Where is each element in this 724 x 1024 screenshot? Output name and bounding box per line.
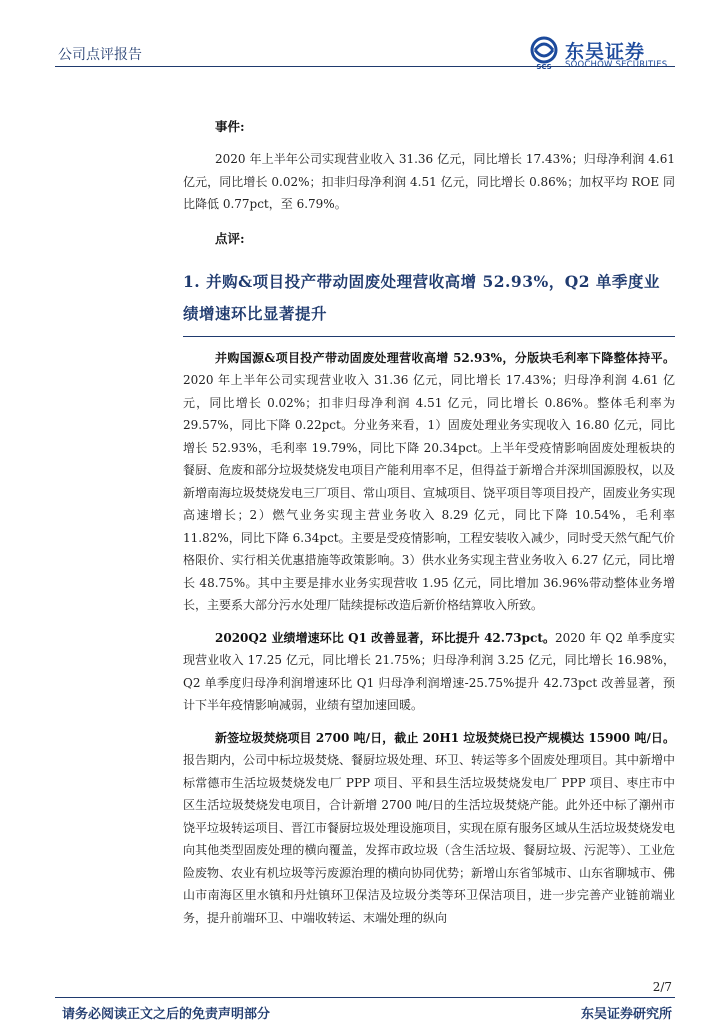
logo-chinese-name: 东吴证券: [565, 41, 646, 63]
paragraph-q2-body: 2020 年 Q2 单季度实现营业收入 17.25 亿元，同比增长 21.75%；归母净利润 3.25 亿元，同比增长 16.98%，Q2 单季度归母净利润增速环比 Q1 归母净利润增速-25.75%提升 42.73pct 改善显著，预计下半年疫情影响减弱，业绩有望加速回暖。: [183, 630, 675, 712]
event-label: 事件:: [215, 119, 245, 134]
comment-label: 点评:: [215, 230, 245, 246]
soochow-logo: [527, 36, 677, 74]
footer-divider: [55, 997, 675, 998]
paragraph-q2-lead: 2020Q2 业绩增速环比 Q1 改善显著，环比提升 42.73pct。: [215, 630, 556, 645]
paragraph-merger-lead: 并购国源&项目投产带动固废处理营收高增 52.93%，分版块毛利率下降整体持平。: [215, 350, 675, 365]
report-type-label: 公司点评报告: [58, 47, 142, 63]
page-number: 2/7: [652, 980, 672, 994]
paragraph-incineration-lead: 新签垃圾焚烧项目 2700 吨/日，截止 20H1 垃圾焚烧已投产规模达 15900 吨/日。: [215, 730, 675, 745]
paragraph-incineration-body: 报告期内，公司中标垃圾焚烧、餐厨垃圾处理、环卫、转运等多个固废处理项目。其中新增中标常德市生活垃圾焚烧发电厂 PPP 项目、平和县生活垃圾焚烧发电厂 PPP 项目、枣庄市中区生活垃圾焚烧发电项目，合计新增 2700 吨/日的生活垃圾焚烧产能。此外还中标了潮州市饶平垃圾转运项目、晋江市餐厨垃圾处理设施项目，实现在原有服务区域从生活垃圾焚烧发电向其他类型固废处理的横向覆盖，发挥市政垃圾（含生活垃圾、餐厨垃圾、污泥等）、工业危险废物、农业有机垃圾等污废源治理的横向协同优势；新增山东省邹城市、山东省聊城市、佛山市南海区里水镇和丹灶镇环卫保洁及垃圾分类等环卫保洁项目，进一步完善产业链前端业务，提升前端环卫、中端收转运、末端处理的纵向: [183, 753, 676, 925]
disclaimer-notice: 请务必阅读正文之后的免责声明部分: [62, 1007, 271, 1022]
event-paragraph: [183, 148, 675, 216]
research-institute: 东吴证券研究所: [580, 1007, 672, 1022]
paragraph-merger: [183, 347, 675, 617]
paragraph-incineration: [183, 727, 675, 930]
logo-mark-text: SCS: [536, 63, 552, 70]
event-text: 2020 年上半年公司实现营业收入 31.36 亿元，同比增长 17.43%；归母净利润 4.61 亿元，同比增长 0.02%；扣非归母净利润 4.51 亿元，同比增长 0.86%；加权平均 ROE 同比降低 0.77pct，至 6.79%。: [183, 152, 675, 211]
soochow-logo-icon: [527, 36, 561, 70]
paragraph-q2: [183, 627, 675, 717]
section-1-divider: [183, 336, 675, 337]
header-divider: [55, 66, 675, 67]
paragraph-merger-body: 2020 年上半年公司实现营业收入 31.36 亿元，同比增长 17.43%；归母净利润 4.61 亿元，同比增长 0.02%；扣非归母净利润 4.51 亿元，同比增长 0.86%。整体毛利率为 29.57%，同比下降 0.22pct。分业务来看，1）固废处理业务实现收入 16.80 亿元，同比增长 52.93%，毛利率 19.79%，同比下降 20.34pct。上半年受疫情影响固废处理板块的餐厨、危废和部分垃圾焚烧发电项目产能利用率不足，但得益于新增合并深圳国源股权，以及新增南海垃圾焚烧发电三厂项目、常山项目、宣城项目、饶平项目等项目投产，固废业务实现高速增长；2）燃气业务实现主营业务收入 8.29 亿元，同比下降 10.54%，毛利率 11.82%，同比下降 6.34pct。主要是受疫情影响，工程安装收入减少，同时受天然气配气价格限价、实行相关优惠措施等政策影响。3）供水业务实现主营业务收入 6.27 亿元，同比增长 48.75%。其中主要是排水业务实现营收 1.95 亿元，同比增加 36.96%带动整体业务增长，主要系大部分污水处理厂陆续提标改造后新价格结算收入所致。: [183, 373, 676, 612]
report-body: [183, 114, 675, 929]
section-1-title: 1. 并购&项目投产带动固废处理营收高增 52.93%，Q2 单季度业绩增速环比显著提升: [183, 271, 660, 323]
logo-english-name: SOOCHOW SECURITIES: [565, 60, 668, 70]
